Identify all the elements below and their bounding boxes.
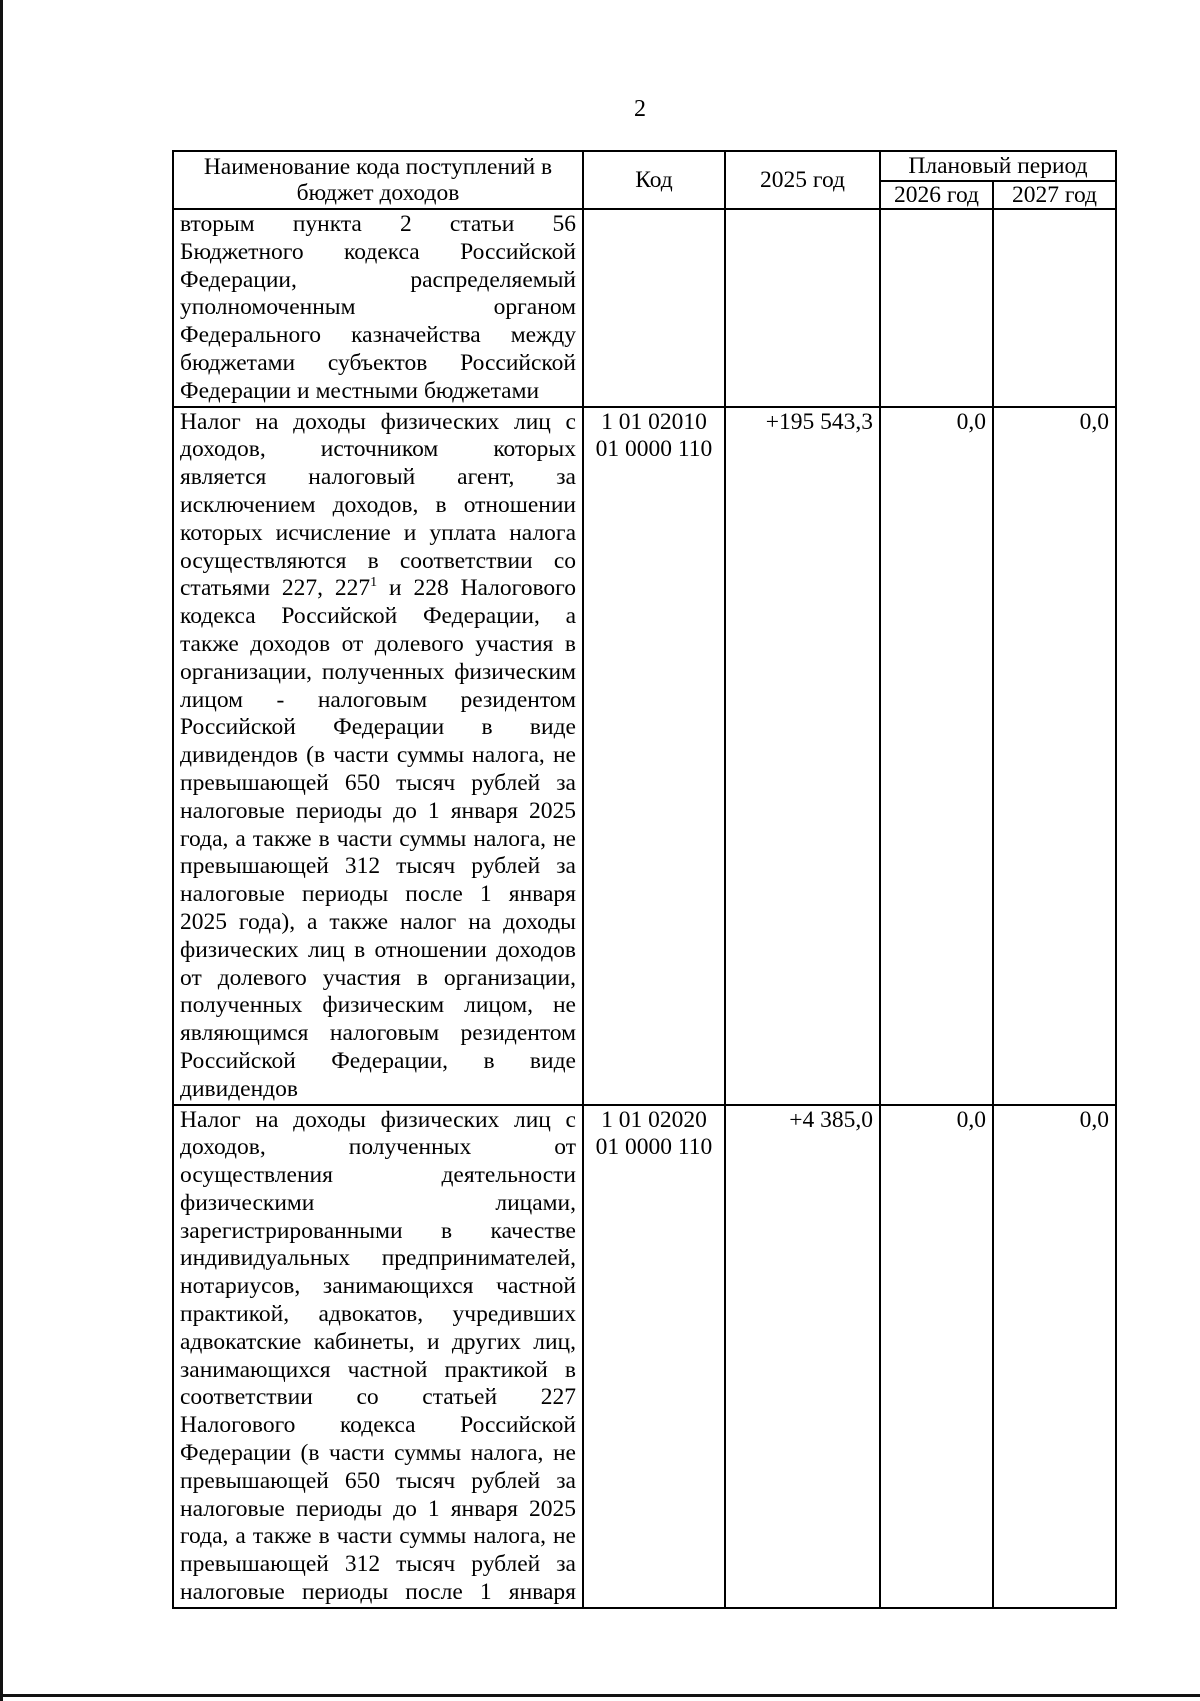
- row-code-cell: [583, 209, 725, 407]
- header-name: [173, 151, 583, 209]
- name-line: дивидендов (в части суммы налога, не: [180, 742, 576, 769]
- name-line: нотариусов, занимающихся частной: [180, 1273, 576, 1300]
- name-line: доходов, источником которых: [180, 436, 576, 463]
- name-line: соответствии со статьей 227: [180, 1384, 576, 1411]
- revenue-table: [172, 150, 1117, 1609]
- name-line: кодекса Российской Федерации, а: [180, 603, 576, 630]
- name-line: Налог на доходы физических лиц с: [180, 1106, 576, 1133]
- name-line: практикой, адвокатов, учредивших: [180, 1301, 576, 1328]
- row-2027-cell: 0,0: [993, 1105, 1116, 1608]
- name-line: физическими лицами,: [180, 1189, 576, 1216]
- name-line: статьями 227, $227^1$ и 228 Налогового: [180, 575, 576, 602]
- name-line: бюджетами субъектов Российской: [180, 349, 576, 376]
- name-line: физических лиц в отношении доходов: [180, 936, 576, 963]
- table-body: [173, 209, 1116, 1608]
- name-line: индивидуальных предпринимателей,: [180, 1245, 576, 1272]
- row-2026-cell: 0,0: [880, 407, 993, 1105]
- name-line: адвокатские кабинеты, и других лиц,: [180, 1328, 576, 1355]
- row-2025-cell: +4 385,0: [725, 1105, 880, 1608]
- header-planning-period: Плановый период: [880, 151, 1116, 181]
- name-line: Российской Федерации, в виде: [180, 1047, 576, 1074]
- name-line: полученных физическим лицом, не: [180, 992, 576, 1019]
- name-line: занимающихся частной практикой в: [180, 1356, 576, 1383]
- header-name-text: Наименование кода поступлений в бюджет доходов: [203, 154, 553, 206]
- row-name-cell: [173, 407, 583, 1105]
- table-row: [173, 1105, 1116, 1608]
- row-2027-cell: [993, 209, 1116, 407]
- name-line: Налогового кодекса Российской: [180, 1412, 576, 1439]
- name-line: превышающей 650 тысяч рублей за: [180, 1467, 576, 1494]
- name-line: уполномоченным органом: [180, 294, 576, 321]
- name-line: является налоговый агент, за: [180, 464, 576, 491]
- row-2025-cell: +195 543,3: [725, 407, 880, 1105]
- table-row: [173, 209, 1116, 407]
- code-line: 1 01 02020: [601, 1106, 707, 1133]
- name-line: превышающей 650 тысяч рублей за: [180, 769, 576, 796]
- header-2027: 2027 год: [993, 181, 1116, 209]
- row-2026-cell: 0,0: [880, 1105, 993, 1608]
- code-line: 01 0000 110: [595, 436, 713, 463]
- name-line: осуществляются в соответствии со: [180, 547, 576, 574]
- row-code-cell: [583, 407, 725, 1105]
- header-2026: 2026 год: [880, 181, 993, 209]
- page-number: 2: [634, 96, 646, 122]
- name-line: Российской Федерации в виде: [180, 714, 576, 741]
- row-name-cell: [173, 1105, 583, 1608]
- name-line: лицом - налоговым резидентом: [180, 686, 576, 713]
- name-line: дивидендов: [180, 1075, 298, 1102]
- name-line: Бюджетного кодекса Российской: [180, 238, 576, 265]
- row-name-cell: [173, 209, 583, 407]
- code-line: 1 01 02010: [601, 408, 707, 435]
- row-2026-cell: [880, 209, 993, 407]
- name-line: также доходов от долевого участия в: [180, 630, 576, 657]
- name-line: вторым пункта 2 статьи 56: [180, 211, 576, 237]
- header-2025: 2025 год: [725, 151, 880, 209]
- row-2027-cell: 0,0: [993, 407, 1116, 1105]
- name-line: которых исчисление и уплата налога: [180, 519, 576, 546]
- name-line: Федерации (в части суммы налога, не: [180, 1440, 576, 1467]
- name-line: Федерации, распределяемый: [180, 266, 576, 293]
- scan-bottom-border: [0, 1694, 1200, 1697]
- name-line: доходов, полученных от: [180, 1134, 576, 1161]
- name-line: года, а также в части суммы налога, не: [180, 825, 576, 852]
- name-line: года, а также в части суммы налога, не: [180, 1523, 576, 1550]
- name-line: зарегистрированными в качестве: [180, 1217, 576, 1244]
- table-row: [173, 407, 1116, 1105]
- name-line: 2025 года), а также налог на доходы: [180, 908, 576, 935]
- name-line: налоговые периоды до 1 января 2025: [180, 1495, 576, 1522]
- scan-left-border: [0, 0, 3, 1701]
- name-line: Налог на доходы физических лиц с: [180, 408, 576, 435]
- name-line: осуществления деятельности: [180, 1162, 576, 1189]
- name-line: являющимся налоговым резидентом: [180, 1020, 576, 1047]
- name-line: исключением доходов, в отношении: [180, 491, 576, 518]
- row-2025-cell: [725, 209, 880, 407]
- name-line: Федерального казначейства между: [180, 322, 576, 349]
- name-line: налоговые периоды после 1 января: [180, 1579, 576, 1606]
- name-line: налоговые периоды до 1 января 2025: [180, 797, 576, 824]
- name-line: организации, полученных физическим: [180, 658, 576, 685]
- name-line: Федерации и местными бюджетами: [180, 377, 540, 404]
- code-line: 01 0000 110: [595, 1134, 713, 1161]
- name-line: превышающей 312 тысяч рублей за: [180, 853, 576, 880]
- row-code-cell: [583, 1105, 725, 1608]
- name-line: налоговые периоды после 1 января: [180, 881, 576, 908]
- name-line: от долевого участия в организации,: [180, 964, 576, 991]
- name-line: превышающей 312 тысяч рублей за: [180, 1551, 576, 1578]
- header-code: Код: [583, 151, 725, 209]
